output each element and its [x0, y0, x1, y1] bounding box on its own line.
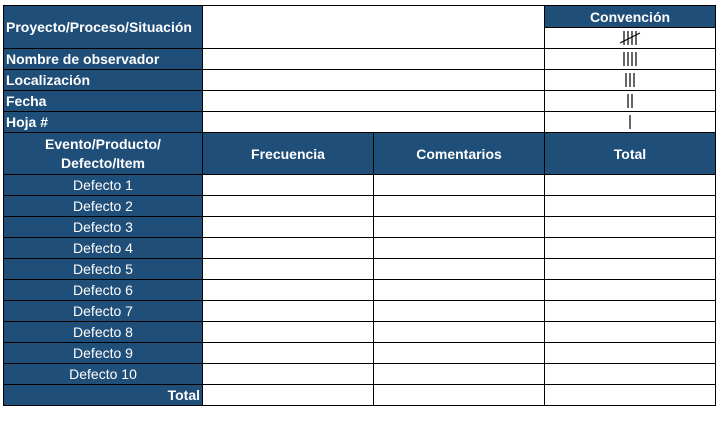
total-cell[interactable] — [545, 175, 716, 196]
hoja-input-cell[interactable] — [203, 112, 545, 133]
defect-label: Defecto 4 — [4, 238, 203, 259]
table-row — [4, 196, 716, 217]
convencion-title: Convención — [545, 6, 716, 28]
proyecto-input-cell[interactable] — [203, 6, 545, 49]
comentarios-cell[interactable] — [374, 259, 545, 280]
localizacion-input-cell[interactable] — [203, 70, 545, 91]
defect-label: Defecto 9 — [4, 343, 203, 364]
frecuencia-cell[interactable] — [203, 301, 374, 322]
tally-four-icon — [615, 50, 645, 68]
frecuencia-cell[interactable] — [203, 217, 374, 238]
comentarios-cell[interactable] — [374, 217, 545, 238]
total-cell[interactable] — [545, 364, 716, 385]
table-row — [4, 343, 716, 364]
tally-five-cell — [545, 28, 716, 49]
localizacion-label: Localización — [4, 70, 203, 91]
comentarios-cell[interactable] — [374, 301, 545, 322]
tally-four-cell — [545, 49, 716, 70]
total-cell[interactable] — [545, 322, 716, 343]
total-cell[interactable] — [545, 238, 716, 259]
defect-label: Defecto 8 — [4, 322, 203, 343]
total-cell[interactable] — [545, 259, 716, 280]
total-total-cell[interactable] — [545, 385, 716, 406]
total-row-label: Total — [4, 385, 203, 406]
tally-three-icon — [615, 71, 645, 89]
defect-label: Defecto 10 — [4, 364, 203, 385]
comentarios-cell[interactable] — [374, 322, 545, 343]
proyecto-label: Proyecto/Proceso/Situación — [4, 6, 203, 49]
table-row — [4, 217, 716, 238]
tally-two-cell — [545, 91, 716, 112]
total-column-header: Total — [545, 133, 716, 175]
comentarios-cell[interactable] — [374, 364, 545, 385]
table-row — [4, 175, 716, 196]
table-row — [4, 238, 716, 259]
fecha-label: Fecha — [4, 91, 203, 112]
table-row — [4, 364, 716, 385]
comentarios-cell[interactable] — [374, 196, 545, 217]
tally-sheet-table — [3, 5, 716, 406]
comentarios-cell[interactable] — [374, 343, 545, 364]
defect-label: Defecto 7 — [4, 301, 203, 322]
table-row — [4, 301, 716, 322]
defect-label: Defecto 2 — [4, 196, 203, 217]
total-cell[interactable] — [545, 196, 716, 217]
evento-column-header — [4, 133, 203, 175]
tally-one-cell — [545, 112, 716, 133]
frecuencia-cell[interactable] — [203, 280, 374, 301]
tally-five-icon — [615, 29, 645, 47]
defect-label: Defecto 6 — [4, 280, 203, 301]
comentarios-cell[interactable] — [374, 238, 545, 259]
frecuencia-cell[interactable] — [203, 196, 374, 217]
table-row — [4, 322, 716, 343]
evento-header-line1: Evento/Producto/ — [45, 135, 161, 152]
total-cell[interactable] — [545, 280, 716, 301]
comentarios-column-header: Comentarios — [374, 133, 545, 175]
total-cell[interactable] — [545, 343, 716, 364]
tally-two-icon — [615, 92, 645, 110]
observador-input-cell[interactable] — [203, 49, 545, 70]
hoja-label: Hoja # — [4, 112, 203, 133]
total-cell[interactable] — [545, 301, 716, 322]
frecuencia-cell[interactable] — [203, 259, 374, 280]
tally-three-cell — [545, 70, 716, 91]
comentarios-cell[interactable] — [374, 280, 545, 301]
frecuencia-cell[interactable] — [203, 364, 374, 385]
total-cell[interactable] — [545, 217, 716, 238]
frecuencia-column-header: Frecuencia — [203, 133, 374, 175]
table-row — [4, 280, 716, 301]
fecha-input-cell[interactable] — [203, 91, 545, 112]
frecuencia-cell[interactable] — [203, 175, 374, 196]
defect-label: Defecto 3 — [4, 217, 203, 238]
comentarios-cell[interactable] — [374, 175, 545, 196]
defect-rows — [4, 175, 716, 385]
defect-label: Defecto 5 — [4, 259, 203, 280]
defect-label: Defecto 1 — [4, 175, 203, 196]
frecuencia-cell[interactable] — [203, 238, 374, 259]
total-comentarios-cell[interactable] — [374, 385, 545, 406]
frecuencia-cell[interactable] — [203, 343, 374, 364]
total-frecuencia-cell[interactable] — [203, 385, 374, 406]
tally-one-icon — [615, 113, 645, 131]
table-row — [4, 259, 716, 280]
frecuencia-cell[interactable] — [203, 322, 374, 343]
evento-header-line2: Defecto/Item — [60, 154, 146, 171]
observador-label: Nombre de observador — [4, 49, 203, 70]
